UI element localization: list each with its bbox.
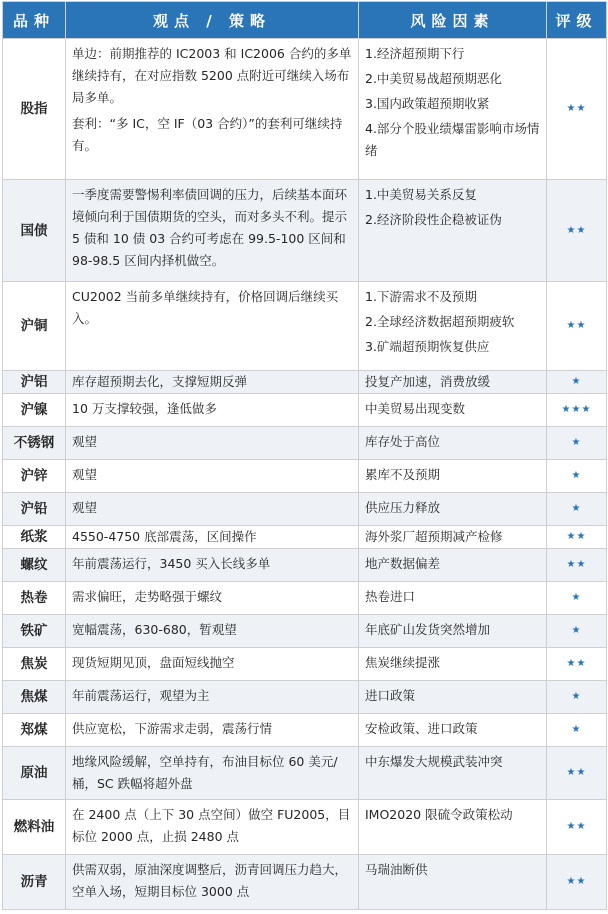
- strategy-text: 库存超预期去化，支撑短期反弹: [72, 374, 248, 389]
- risk-cell: [359, 39, 547, 180]
- risk-item: 焦炭继续提涨: [365, 655, 441, 670]
- rating-stars: ★: [547, 460, 607, 493]
- risk-cell: [359, 460, 547, 493]
- risk-cell: [359, 371, 547, 394]
- product-name: 焦炭: [3, 648, 66, 681]
- product-name: 股指: [3, 39, 66, 180]
- strategy-text: 现货短期见顶，盘面短线抛空: [72, 655, 235, 670]
- table-row: [3, 582, 607, 615]
- risk-item: 1.经济超预期下行: [365, 46, 465, 61]
- rating-stars: ★: [547, 681, 607, 714]
- product-name: 沪铝: [3, 371, 66, 394]
- strategy-text: 供应宽松，下游需求走弱，震荡行情: [72, 721, 273, 736]
- risk-item: 3.国内政策超预期收紧: [365, 96, 490, 111]
- strategy-text: 观望: [72, 434, 98, 449]
- table-row: [3, 371, 607, 394]
- product-name: 焦煤: [3, 681, 66, 714]
- strategy-text: 年前震荡运行，观望为主: [72, 688, 210, 703]
- risk-item: IMO2020 限硫令政策松动: [365, 807, 513, 822]
- risk-cell: [359, 493, 547, 526]
- strategy-text: 观望: [72, 500, 98, 515]
- product-name: 沪铅: [3, 493, 66, 526]
- product-name: 国债: [3, 180, 66, 282]
- product-name: 热卷: [3, 582, 66, 615]
- risk-item: 累库不及预期: [365, 467, 441, 482]
- rating-stars: ★★: [547, 39, 607, 180]
- risk-item: 安检政策、进口政策: [365, 721, 478, 736]
- strategy-cell: [66, 582, 359, 615]
- strategy-text: 需求偏旺，走势略强于螺纹: [72, 589, 223, 604]
- risk-cell: [359, 427, 547, 460]
- risk-cell: [359, 549, 547, 582]
- risk-cell: [359, 648, 547, 681]
- risk-item: 马瑞油断供: [365, 862, 428, 877]
- strategy-text: 一季度需要警惕利率债回调的压力，后续基本面环境倾向利于国债期货的空头，而对多头不利。提示 5 债和 10 债 03 合约可考虑在 99.5-100 区间和 98-98.5 区间内择机做空。: [72, 187, 348, 268]
- strategy-table: [2, 1, 607, 910]
- strategy-text: 地缘风险缓解，空单持有，布油目标位 60 美元/桶，SC 跌幅将超外盘: [72, 754, 338, 791]
- rating-stars: ★: [547, 615, 607, 648]
- strategy-cell: [66, 855, 359, 910]
- header-strategy: 观点 / 策略: [66, 2, 359, 39]
- rating-stars: ★★: [547, 855, 607, 910]
- product-name: 燃料油: [3, 800, 66, 855]
- rating-stars: ★★: [547, 526, 607, 549]
- header-rating: 评级: [547, 2, 607, 39]
- product-name: 沪铜: [3, 282, 66, 371]
- strategy-cell: [66, 648, 359, 681]
- risk-cell: [359, 582, 547, 615]
- rating-stars: ★: [547, 427, 607, 460]
- product-name: 铁矿: [3, 615, 66, 648]
- strategy-text: 10 万支撑较强，逢低做多: [72, 401, 217, 416]
- risk-item: 2.经济阶段性企稳被证伪: [365, 212, 502, 227]
- table-row: [3, 460, 607, 493]
- rating-stars: ★: [547, 493, 607, 526]
- risk-item: 库存处于高位: [365, 434, 441, 449]
- risk-item: 投复产加速，消费放缓: [365, 374, 491, 389]
- table-row: [3, 549, 607, 582]
- table-row: [3, 180, 607, 282]
- header-risk: 风险因素: [359, 2, 547, 39]
- risk-cell: [359, 747, 547, 800]
- risk-cell: [359, 180, 547, 282]
- rating-stars: ★★★: [547, 394, 607, 427]
- risk-cell: [359, 394, 547, 427]
- table-row: [3, 800, 607, 855]
- strategy-text: 4550-4750 底部震荡，区间操作: [72, 529, 257, 544]
- rating-stars: ★: [547, 371, 607, 394]
- strategy-cell: [66, 282, 359, 371]
- risk-item: 进口政策: [365, 688, 416, 703]
- risk-item: 热卷进口: [365, 589, 416, 604]
- strategy-cell: [66, 615, 359, 648]
- strategy-cell: [66, 681, 359, 714]
- header-product: 品种: [3, 2, 66, 39]
- risk-cell: [359, 526, 547, 549]
- rating-stars: ★★: [547, 282, 607, 371]
- risk-item: 地产数据偏差: [365, 556, 441, 571]
- strategy-text: 在 2400 点（上下 30 点空间）做空 FU2005，目标位 2000 点，止损 2480 点: [72, 807, 351, 844]
- table-row: [3, 526, 607, 549]
- table-row: [3, 714, 607, 747]
- product-name: 螺纹: [3, 549, 66, 582]
- risk-cell: [359, 681, 547, 714]
- strategy-cell: [66, 526, 359, 549]
- table-row: [3, 615, 607, 648]
- strategy-cell: [66, 371, 359, 394]
- strategy-text: 供需双弱，原油深度调整后，沥青回调压力趋大，空单入场，短期目标位 3000 点: [72, 862, 348, 899]
- strategy-text: 单边：前期推荐的 IC2003 和 IC2006 合约的多单继续持有，在对应指数 5200 点附近可继续入场布局多单。: [72, 46, 352, 105]
- product-name: 沪镍: [3, 394, 66, 427]
- strategy-cell: [66, 427, 359, 460]
- strategy-cell: [66, 549, 359, 582]
- table-row: [3, 493, 607, 526]
- risk-cell: [359, 800, 547, 855]
- product-name: 郑煤: [3, 714, 66, 747]
- product-name: 原油: [3, 747, 66, 800]
- product-name: 纸浆: [3, 526, 66, 549]
- header-row: [3, 2, 607, 39]
- strategy-text: CU2002 当前多单继续持有，价格回调后继续买入。: [72, 289, 339, 326]
- strategy-cell: [66, 800, 359, 855]
- table-row: [3, 747, 607, 800]
- risk-item: 年底矿山发货突然增加: [365, 622, 491, 637]
- table-body: [3, 39, 607, 910]
- risk-item: 供应压力释放: [365, 500, 441, 515]
- risk-item: 3.矿端超预期恢复供应: [365, 339, 490, 354]
- table-row: [3, 427, 607, 460]
- rating-stars: ★★: [547, 180, 607, 282]
- strategy-cell: [66, 493, 359, 526]
- risk-cell: [359, 855, 547, 910]
- risk-item: 中美贸易出现变数: [365, 401, 466, 416]
- risk-item: 1.下游需求不及预期: [365, 289, 477, 304]
- rating-stars: ★: [547, 582, 607, 615]
- table-row: [3, 855, 607, 910]
- rating-stars: ★: [547, 714, 607, 747]
- product-name: 沪锌: [3, 460, 66, 493]
- rating-stars: ★★: [547, 800, 607, 855]
- rating-stars: ★★: [547, 549, 607, 582]
- risk-item: 2.中美贸易战超预期恶化: [365, 71, 502, 86]
- strategy-cell: [66, 714, 359, 747]
- rating-stars: ★★: [547, 747, 607, 800]
- risk-item: 海外浆厂超预期减产检修: [365, 529, 503, 544]
- risk-item: 4.部分个股业绩爆雷影响市场情绪: [365, 121, 540, 158]
- risk-item: 2.全球经济数据超预期疲软: [365, 314, 515, 329]
- risk-cell: [359, 615, 547, 648]
- strategy-cell: [66, 180, 359, 282]
- risk-cell: [359, 282, 547, 371]
- strategy-text: 观望: [72, 467, 98, 482]
- strategy-cell: [66, 394, 359, 427]
- risk-item: 中东爆发大规模武装冲突: [365, 754, 503, 769]
- strategy-text: 宽幅震荡，630-680，暂观望: [72, 622, 237, 637]
- product-name: 不锈钢: [3, 427, 66, 460]
- strategy-cell: [66, 747, 359, 800]
- table-row: [3, 394, 607, 427]
- strategy-cell: [66, 460, 359, 493]
- table-row: [3, 648, 607, 681]
- table-row: [3, 39, 607, 180]
- table-row: [3, 282, 607, 371]
- strategy-text: 年前震荡运行，3450 买入长线多单: [72, 556, 271, 571]
- strategy-cell: [66, 39, 359, 180]
- risk-item: 1.中美贸易关系反复: [365, 187, 477, 202]
- risk-cell: [359, 714, 547, 747]
- rating-stars: ★★: [547, 648, 607, 681]
- strategy-text: 套利：“多 IC，空 IF（03 合约）”的套利可继续持有。: [72, 116, 343, 153]
- product-name: 沥青: [3, 855, 66, 910]
- table-row: [3, 681, 607, 714]
